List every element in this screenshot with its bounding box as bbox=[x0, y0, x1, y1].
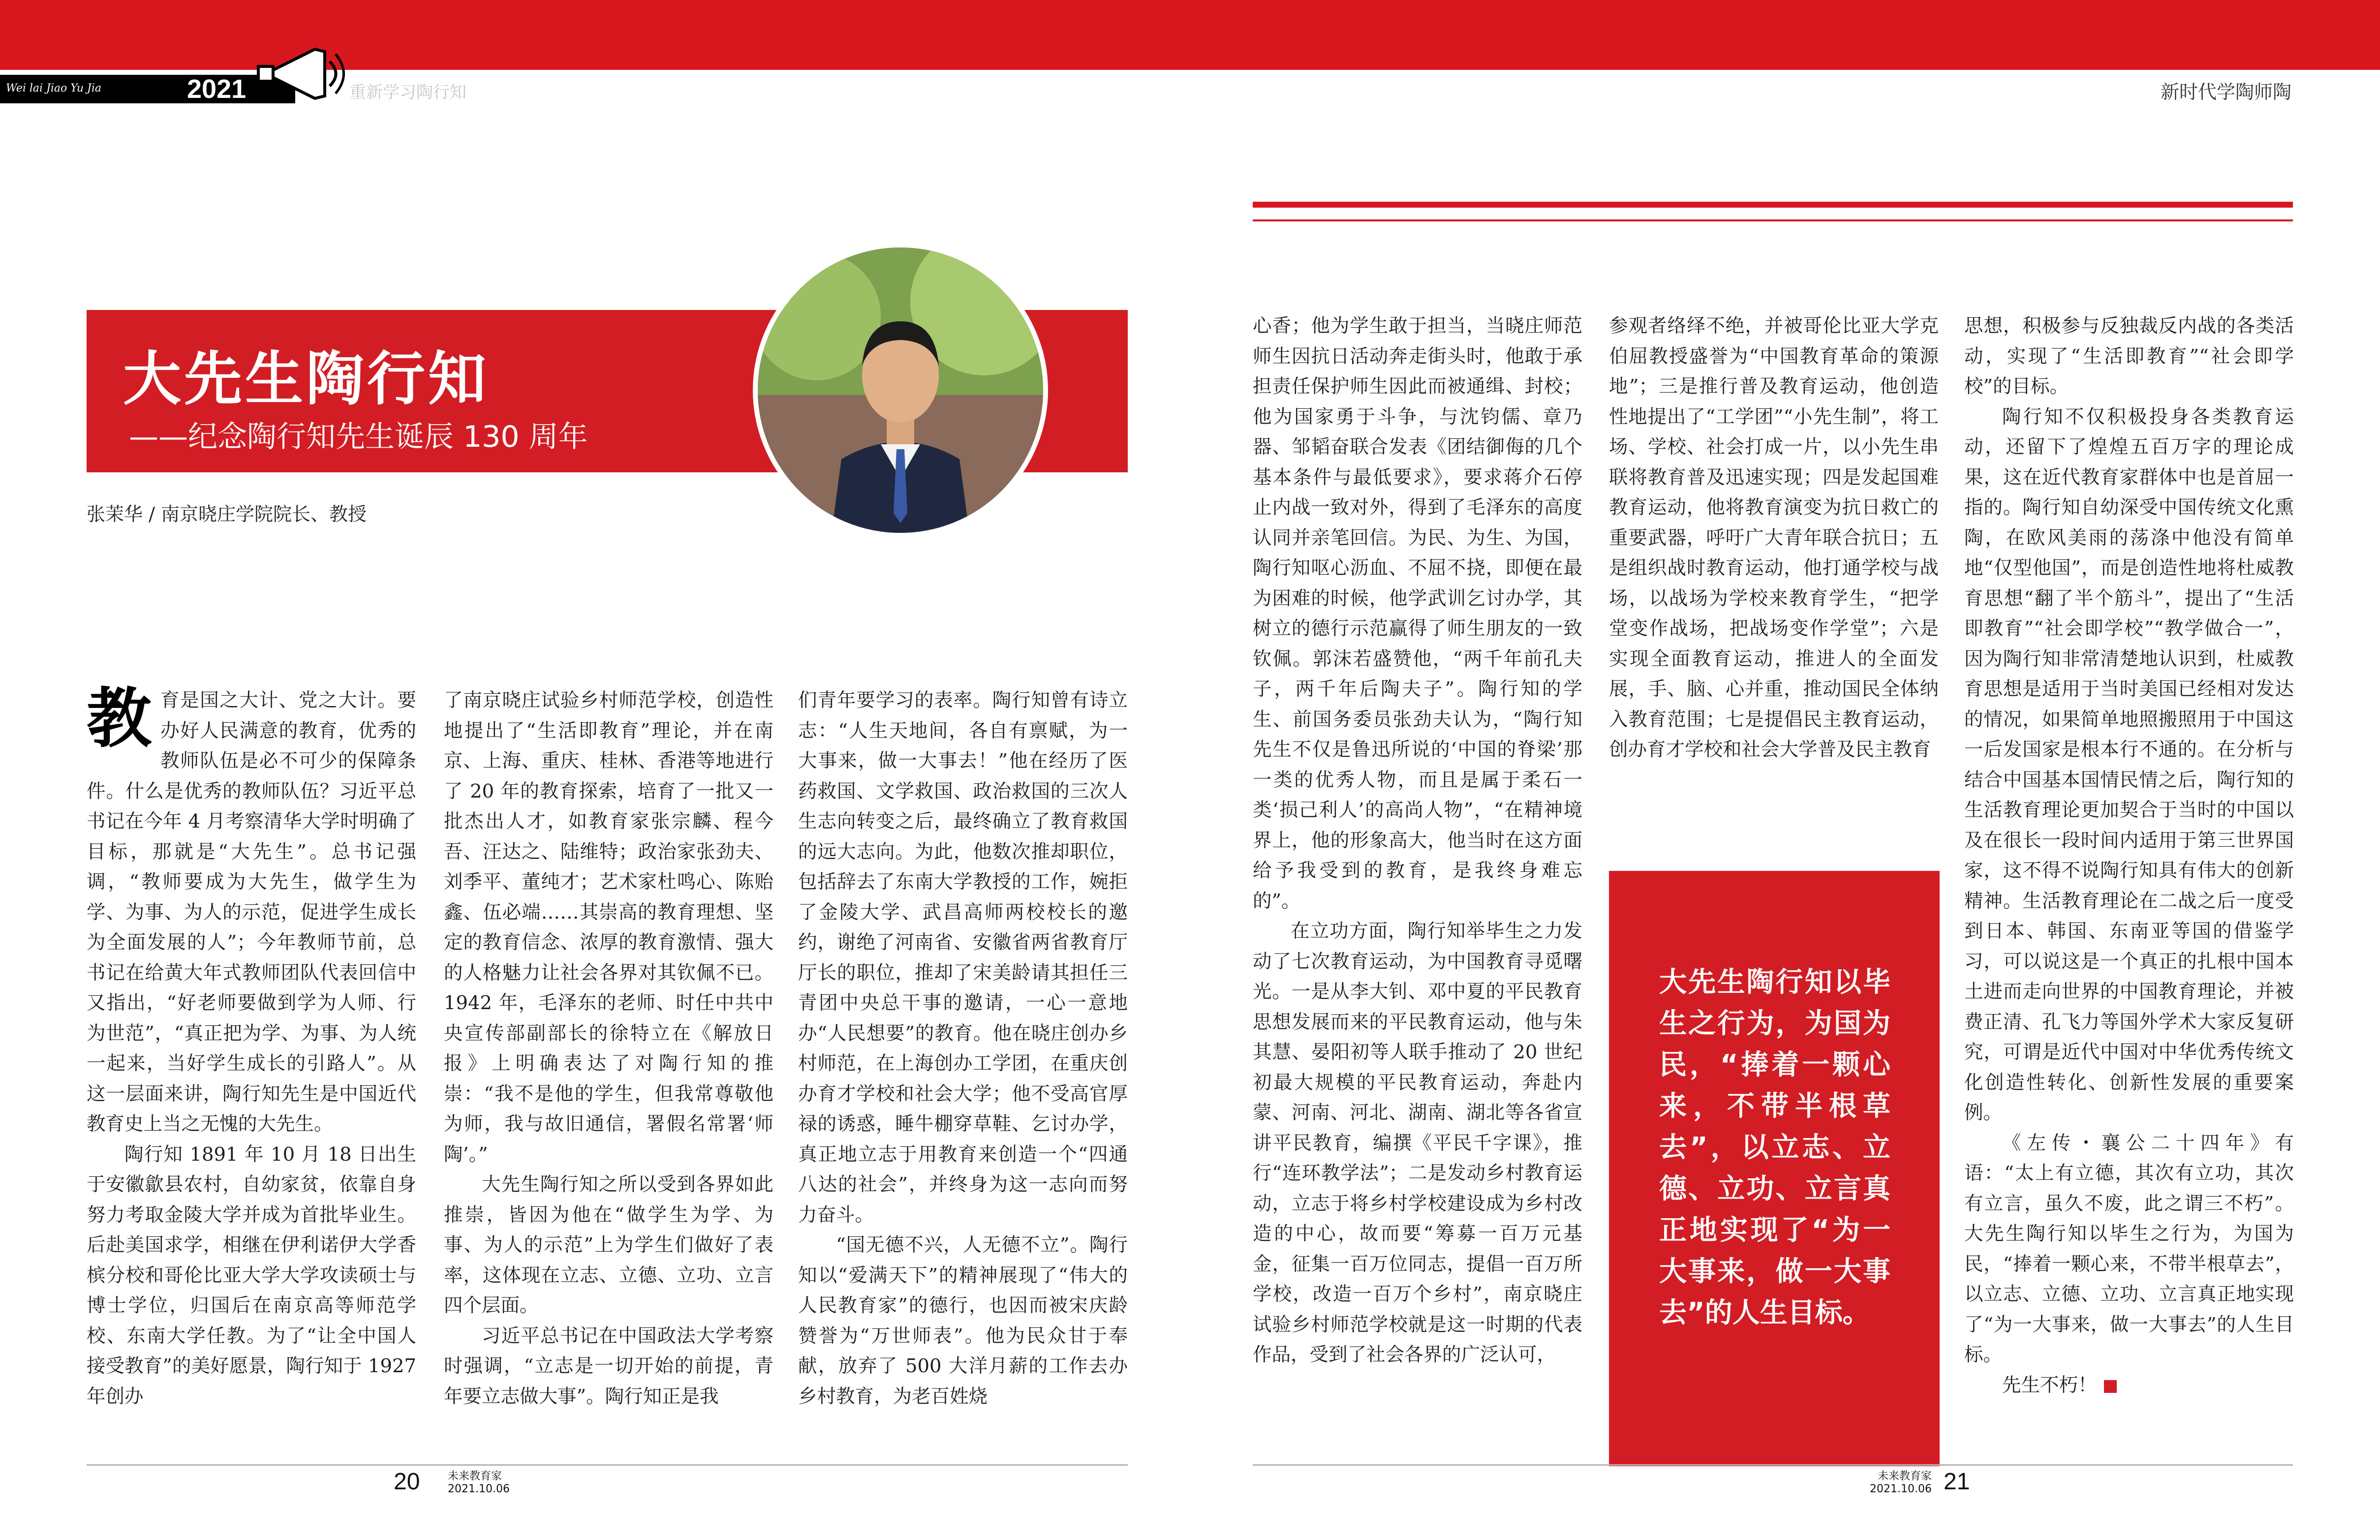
paragraph: 了南京晓庄试验乡村师范学校，创造性地提出了“生活即教育”理论，并在南京、上海、重庆、桂林、香港等地进行了 20 年的教育探索，培育了一批又一批杰出人才，如教育家张宗麟、程今吾、汪达之、陆维特；政治家张劲夫、刘季平、董纯才；艺术家杜鸣心、陈贻鑫、伍必端……其崇高的教育理想、坚定的教育信念、浓厚的教育激情、强大的人格魅力让社会各界对其钦佩不已。1942 年，毛泽东的老师、时任中共中央宣传部副部长的徐特立在《解放日报》上明确表达了对陶行知的推崇：“我不是他的学生，但我常尊敬他为师，我与故旧通信，署假名常署‘师陶’。” bbox=[444, 689, 773, 1166]
paragraph: “国无德不兴，人无德不立”。陶行知以“爱满天下”的精神展现了“伟大的人民教育家”的德行，也因而被宋庆龄赞誉为“万世师表”。他为民众甘于奉献，放弃了 500 大洋月薪的工作去办乡村教育，为老百姓烧 bbox=[798, 1234, 1128, 1408]
paragraph: 习近平总书记在中国政法大学考察时强调，“立志是一切开始的前提，青年要立志做大事”。陶行知正是我 bbox=[444, 1324, 773, 1408]
paragraph: 教育是国之大计、党之大计。要办好人民满意的教育，优秀的教师队伍是必不可少的保障条件。什么是优秀的教师队伍？习近平总书记在今年 4 月考察清华大学时明确了目标，那就是“大先生”。总书记强调，“教师要成为大先生，做学生为学、为事、为人的示范，促进学生成长为全面发展的人”；今年教师节前，总书记在给黄大年式教师团队代表回信中又指出，“好老师要做到学为人师、行为世范”，“真正把为学、为事、为人统一起来，当好学生成长的引路人”。从这一层面来讲，陶行知先生是中国近代教育史上当之无愧的大先生。 bbox=[87, 681, 416, 1135]
paragraph: 陶行知不仅积极投身各类教育运动，还留下了煌煌五百万字的理论成果，这在近代教育家群体中也是首屈一指的。陶行知自幼深受中国传统文化熏陶，在欧风美雨的荡涤中他没有简单地“仅型他国”，而是创造性地将杜威教育思想“翻了半个筋斗”，提出了“生活即教育”“社会即学校”“教学做合一”，因为陶行知非常清楚地认识到，杜威教育思想是适用于当时美国已经相对发达的情况，如果简单地照搬照用于中国这一后发国家是根本行不通的。在分析与结合中国基本国情民情之后，陶行知的生活教育理论更加契合于当时的中国以及在很长一段时间内适用于第三世界国家，这不得不说陶行知具有伟大的创新精神。生活教育理论在二战之后一度受到日本、韩国、东南亚等国的借鉴学习，可以说这是一个真正的扎根中国本土进而走向世界的中国教育理论，并被费正清、孔飞力等国外学术大家反复研究，可谓是近代中国对中华优秀传统文化创造性转化、创新性发展的重要案例。 bbox=[1964, 405, 2294, 1124]
paragraph: 参观者络绎不绝，并被哥伦比亚大学克伯屈教授盛誉为“中国教育革命的策源地”；三是推行普及教育运动，他创造性地提出了“工学团”“小先生制”，将工场、学校、社会打成一片，以小先生串联将教育普及迅速实现；四是发起国难教育运动，他将教育演变为抗日救亡的重要武器，呼吁广大青年联合抗日；五是组织战时教育运动，他打通学校与战场，以战场为学校来教育学生，“把学堂变作战场，把战场变作学堂”；六是实现全面教育运动，推进人的全面发展，手、脑、心并重，推动国民全体纳入教育范围；七是提倡民主教育运动，创办育才学校和社会大学普及民主教育 bbox=[1609, 315, 1939, 761]
text-column-6 bbox=[1964, 311, 2294, 1400]
footer-rule-right bbox=[1253, 1464, 2293, 1466]
paragraph: 们青年要学习的表率。陶行知曾有诗立志：“人生天地间，各自有禀赋，为一大事来，做一大事去！”他在经历了医药救国、文学救国、政治救国的三次人生志向转变之后，最终确立了教育救国的远大志向。为此，他数次推却职位，包括辞去了东南大学教授的工作，婉拒了金陵大学、武昌高师两校校长的邀约，谢绝了河南省、安徽省两省教育厅厅长的职位，推却了宋美龄请其担任三青团中央总干事的邀请，一心一意地办“人民想要”的教育。他在晓庄创办乡村师范，在上海创办工学团，在重庆创办育才学校和社会大学；他不受高官厚禄的诱惑，睡牛棚穿草鞋、乞讨办学，真正地立志于用教育来创造一个“四通八达的社会”，并终身为这一志向而努力奋斗。 bbox=[798, 689, 1128, 1226]
portrait-photo bbox=[753, 243, 1048, 538]
article-subtitle: ——纪念陶行知先生诞辰 130 周年 bbox=[129, 420, 588, 454]
footer-magazine-left: 未来教育家 2021.10.06 bbox=[448, 1470, 510, 1495]
page-number-right: 21 bbox=[1944, 1469, 1970, 1495]
paragraph: 在立功方面，陶行知举毕生之力发动了七次教育运动，为中国教育寻觅曙光。一是从李大钊、邓中夏的平民教育思想发展而来的平民教育运动，他与朱其慧、晏阳初等人联手推动了 20 世纪初最大规模的平民教育运动，奔赴内蒙、河南、河北、湖南、湖北等各省宣讲平民教育，编撰《平民千字课》，推行“连环教学法”；二是发动乡村教育运动，立志于将乡村学校建设成为乡村改造的中心，故而要“筹募一百万元基金，征集一百万位同志，提倡一百万所学校，改造一百万个乡村”，南京晓庄试验乡村师范学校就是这一时期的代表作品，受到了社会各界的广泛认可， bbox=[1253, 920, 1582, 1366]
page-number-left: 20 bbox=[394, 1469, 420, 1495]
paragraph: 陶行知 1891 年 10 月 18 日出生于安徽歙县农村，自幼家贫，依靠自身努力考取金陵大学并成为首批毕业生。后赴美国求学，相继在伊利诺伊大学香槟分校和哥伦比亚大学大学攻读硕士与博士学位，归国后在南京高等师范学校、东南大学任教。为了“让全中国人接受教育”的美好愿景，陶行知于 1927 年创办 bbox=[87, 1143, 416, 1408]
paragraph: 《左传・襄公二十四年》有语：“太上有立德，其次有立功，其次有立言，虽久不废，此之谓三不朽”。大先生陶行知以毕生之行为，为国为民，“捧着一颗心来，不带半根草去”，以立志、立德、立功、立言真正地实现了“为一大事来，做一大事去”的人生目标。 bbox=[1964, 1132, 2294, 1366]
author-byline: 张茉华 / 南京晓庄学院院长、教授 bbox=[87, 503, 367, 525]
footer-magazine-right: 未来教育家 2021.10.06 bbox=[1870, 1470, 1932, 1495]
paragraph: 大先生陶行知之所以受到各界如此推崇，皆因为他在“做学生为学、为事、为人的示范”上为学生们做好了表率，这体现在立志、立德、立功、立言四个层面。 bbox=[444, 1173, 773, 1317]
paragraph: 心香；他为学生敢于担当，当晓庄师范师生因抗日活动奔走街头时，他敢于承担责任保护师生因此而被通缉、封校；他为国家勇于斗争，与沈钧儒、章乃器、邹韬奋联合发表《团结御侮的几个基本条件与最低要求》，要求蒋介石停止内战一致对外，得到了毛泽东的高度认同并亲笔回信。为民、为生、为国，陶行知呕心沥血、不屈不挠，即便在最为困难的时候，他学武训乞讨办学，其树立的德行示范赢得了师生朋友的一致钦佩。郭沫若盛赞他，“两千年前孔夫子，两千年后陶夫子”。陶行知的学生、前国务委员张劲夫认为，“陶行知先生不仅是鲁迅所说的‘中国的脊梁’那一类的优秀人物，而且是属于柔石一类‘损己利人’的高尚人物”，“在精神境界上，他的形象高大，他当时在这方面给予我受到的教育，是我终身难忘的”。 bbox=[1253, 315, 1582, 912]
closing-line: 先生不朽！ bbox=[2002, 1374, 2097, 1396]
text-column-2 bbox=[444, 685, 773, 1412]
text-column-1 bbox=[87, 681, 416, 1412]
paragraph: 思想，积极参与反独裁反内战的各类活动，实现了“生活即教育”“社会即学校”的目标。 bbox=[1964, 315, 2294, 398]
paragraph bbox=[1964, 1370, 2294, 1401]
header-year: 2021 bbox=[187, 74, 247, 104]
top-red-bar bbox=[0, 0, 2380, 70]
header-section-left: 重新学习陶行知 bbox=[349, 83, 466, 102]
end-mark-icon bbox=[2104, 1380, 2117, 1393]
header-section-right: 新时代学陶师陶 bbox=[2160, 81, 2291, 103]
text-column-3 bbox=[798, 685, 1128, 1412]
text-column-5 bbox=[1609, 311, 1939, 765]
decorative-red-rules bbox=[1253, 202, 2293, 221]
article-title: 大先生陶行知 bbox=[123, 345, 490, 413]
text-column-4 bbox=[1253, 311, 1582, 1370]
drop-cap: 教 bbox=[87, 681, 152, 757]
pull-quote: 大先生陶行知以毕生之行为，为国为民，“捧着一颗心来，不带半根草去”，以立志、立德、立功、立言真正地实现了“为一大事来，做一大事去”的人生目标。 bbox=[1659, 966, 1890, 1329]
magazine-pinyin: Wei lai Jiao Yu Jia bbox=[6, 82, 102, 94]
footer-rule-left bbox=[87, 1464, 1128, 1466]
megaphone-icon bbox=[256, 39, 349, 108]
